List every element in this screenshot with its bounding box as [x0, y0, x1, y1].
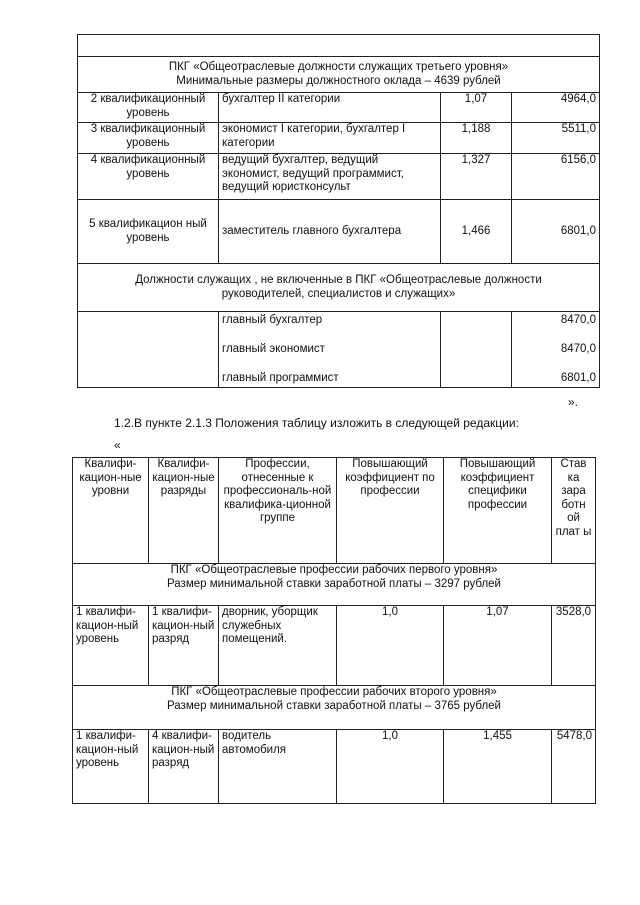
position-cell — [219, 312, 441, 388]
level-cell: 1 квалифи-кацион-ный уровень — [73, 730, 149, 804]
group-title: Должности служащих , не включенные в ПКГ «Общеотраслевые должности — [135, 274, 542, 286]
group-title: ПКГ «Общеотраслевые должности служащих третьего уровня» — [168, 61, 509, 73]
grade-cell: 4 квалифи-кацион-ный разряд — [149, 730, 219, 804]
group-title: ПКГ «Общеотраслевые профессии рабочих первого уровня» — [170, 564, 498, 576]
table-1-top-cell — [78, 35, 600, 57]
level-cell: 2 квалификационный уровень — [78, 93, 219, 123]
table-row — [78, 312, 600, 388]
position-cell: экономист I категории, бухгалтер I категории — [219, 123, 441, 154]
profession-cell: водитель автомобиля — [219, 730, 337, 804]
salary-cell: 6156,0 — [512, 154, 600, 200]
group-header — [73, 686, 596, 730]
position-cell: бухгалтер II категории — [219, 93, 441, 123]
header-grades: Квалифи-кацион-ные разряды — [149, 458, 219, 564]
group-title: ПКГ «Общеотраслевые профессии рабочих второго уровня» — [171, 686, 497, 698]
extra-salary: 8470,0 — [560, 314, 596, 326]
group-header — [73, 564, 596, 606]
extra-salary: 8470,0 — [560, 343, 596, 355]
coef-cell: 1,188 — [441, 123, 512, 154]
header-spec-coef: Повышающий коэффициент специфики профессии — [444, 458, 552, 564]
header-row — [73, 458, 596, 564]
empty-cell — [78, 312, 219, 388]
position-cell: заместитель главного бухгалтера — [219, 200, 441, 264]
opening-quote: « — [114, 438, 121, 452]
rate-cell: 5478,0 — [552, 730, 596, 804]
group-subtitle: Размер минимальной ставки заработной платы – 3297 рублей — [167, 577, 501, 590]
rate-cell: 3528,0 — [552, 606, 596, 686]
group-subtitle: Минимальные размеры должностного оклада – 4639 рублей — [176, 74, 501, 87]
salary-cell: 4964,0 — [512, 93, 600, 123]
table-row — [73, 730, 596, 804]
level-cell: 3 квалификационный уровень — [78, 123, 219, 154]
header-coef: Повышающий коэффициент по профессии — [337, 458, 444, 564]
table-1-top-row — [78, 35, 600, 57]
coef-cell: 1,0 — [337, 606, 444, 686]
group-header-row — [78, 57, 600, 93]
header-rate: Став ка зара ботн ой плат ы — [552, 458, 596, 564]
coef-cell: 1,327 — [441, 154, 512, 200]
position-cell: ведущий бухгалтер, ведущий экономист, ведущий программист, ведущий юристконсульт — [219, 154, 441, 200]
group-header-row — [78, 264, 600, 312]
group-header-row — [73, 686, 596, 730]
table-row — [78, 123, 600, 154]
extra-position: главный бухгалтер — [222, 314, 323, 326]
level-cell: 4 квалификационный уровень — [78, 154, 219, 200]
table-row — [73, 606, 596, 686]
table-row — [78, 154, 600, 200]
grade-cell: 1 квалифи-кацион-ный разряд — [149, 606, 219, 686]
extra-salary: 6801,0 — [560, 372, 596, 384]
table-row — [78, 93, 600, 123]
level-cell: 1 квалифи-кацион-ный уровень — [73, 606, 149, 686]
coef-cell: 1,0 — [337, 730, 444, 804]
coef-cell: 1,466 — [441, 200, 512, 264]
empty-cell — [441, 312, 512, 388]
salary-cell — [512, 312, 600, 388]
paragraph: 1.2.В пункте 2.1.3 Положения таблицу изложить в следующей редакции: — [114, 416, 519, 430]
spec-cell: 1,07 — [444, 606, 552, 686]
table-1 — [77, 34, 600, 388]
group-subtitle: руководителей, специалистов и служащих» — [221, 287, 456, 300]
level-cell: 5 квалификацион ный уровень — [78, 200, 219, 264]
profession-cell: дворник, уборщик служебных помещений. — [219, 606, 337, 686]
header-levels: Квалифи-кацион-ные уровни — [73, 458, 149, 564]
group-header — [78, 57, 600, 93]
header-professions: Профессии, отнесенные к профессиональ-ной квалифика-ционной группе — [219, 458, 337, 564]
table-2 — [72, 457, 596, 804]
coef-cell: 1,07 — [441, 93, 512, 123]
extra-position: главный программист — [222, 372, 339, 384]
group-subtitle: Размер минимальной ставки заработной платы – 3765 рублей — [167, 699, 501, 712]
table-row — [78, 200, 600, 264]
extra-position: главный экономист — [222, 343, 325, 355]
closing-quote: ». — [568, 395, 579, 409]
group-header — [78, 264, 600, 312]
group-header-row — [73, 564, 596, 606]
salary-cell: 5511,0 — [512, 123, 600, 154]
spec-cell: 1,455 — [444, 730, 552, 804]
salary-cell: 6801,0 — [512, 200, 600, 264]
